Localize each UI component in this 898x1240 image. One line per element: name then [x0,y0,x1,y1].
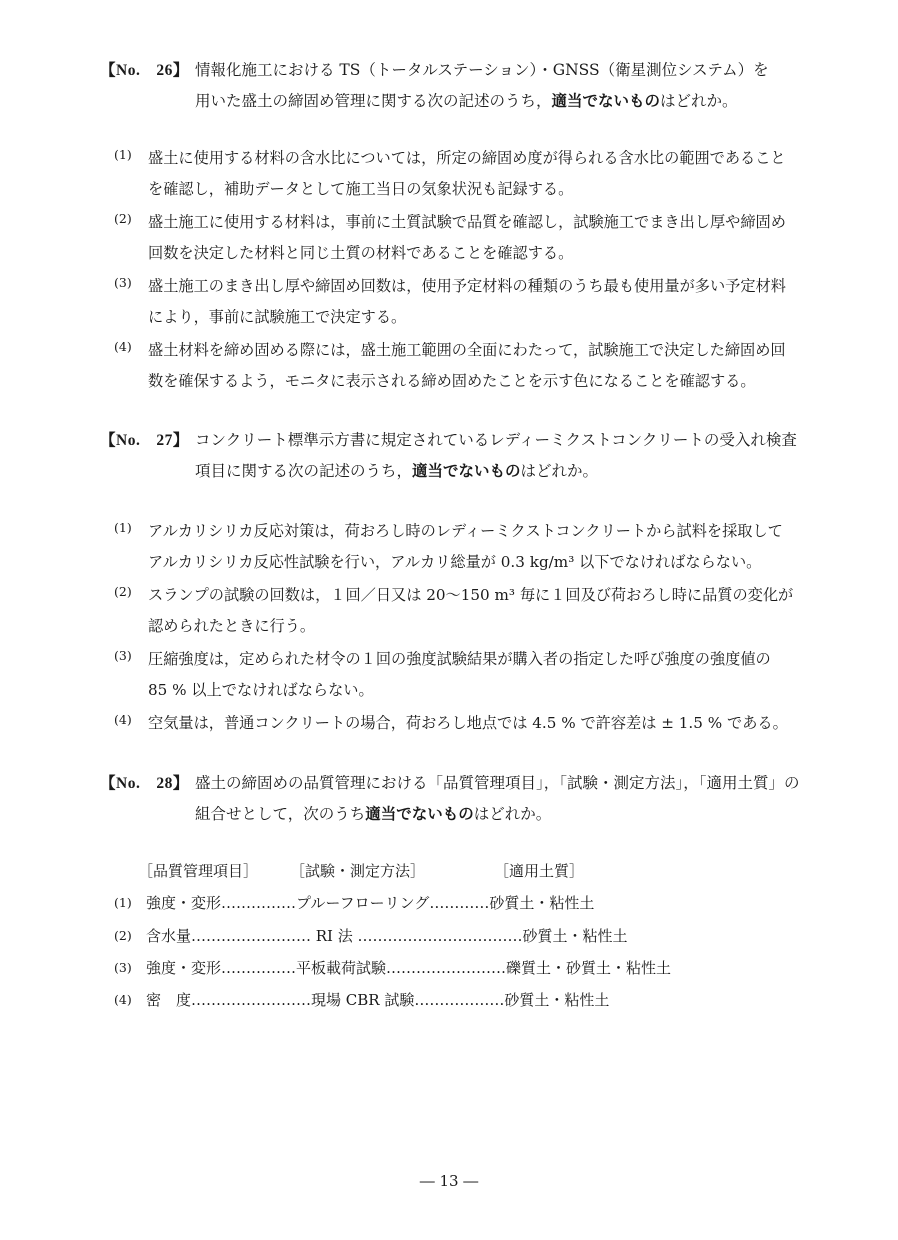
emphasis: 適当でないもの [551,92,661,110]
text: はどれか。 [473,805,552,823]
emphasis: 適当でないもの [365,805,474,823]
option-number: (3) [114,960,132,975]
option-number: (4) [114,712,132,727]
table-row: 含水量…………………… RI 法 ……………………………砂質土・粘性土 [146,927,628,945]
option-number: (2) [114,928,132,943]
option-text-line: を確認し，補助データとして施工当日の気象状況も記録する。 [148,180,574,198]
option-text-line: 盛土施工のまき出し厚や締固め回数は，使用予定材料の種類のうち最も使用量が多い予定材料 [148,277,786,295]
option-text-line: 盛土に使用する材料の含水比については，所定の締固め度が得られる含水比の範囲であること [148,149,786,167]
table-header-soil: ［適用土質］ [494,862,585,880]
text: はどれか。 [660,92,738,110]
option-text-line: により，事前に試験施工で決定する。 [148,308,407,326]
table-row: 密 度……………………現場 CBR 試験………………砂質土・粘性土 [146,991,610,1009]
option-number: (2) [114,211,132,226]
option-text-line: 盛土施工に使用する材料は，事前に土質試験で品質を確認し，試験施工でまき出し厚や締固め [148,213,786,231]
question-line: 情報化施工における TS（トータルステーション）・GNSS（衛星測位システム）を [195,61,769,79]
emphasis: 適当でないもの [412,462,521,480]
option-number: (3) [114,648,132,663]
question-text [195,425,805,487]
option-text-line: 回数を決定した材料と同じ土質の材料であることを確認する。 [148,244,574,262]
table-header-method: ［試験・測定方法］ [290,862,426,880]
question-number: 【No. 27】 [100,432,189,449]
page-number: ― 13 ― [419,1172,479,1190]
question-number: 【No. 28】 [100,775,189,792]
option-text-line: 圧縮強度は，定められた材令の１回の強度試験結果が購入者の指定した呼び強度の強度値の [148,650,771,668]
question-line [195,456,805,487]
option-text-line: アルカリシリカ反応対策は，荷おろし時のレディーミクストコンクリートから試料を採取して [148,522,783,540]
option-text-line: 空気量は，普通コンクリートの場合，荷おろし地点では 4.5 % で許容差は ± 1.5 % である。 [148,714,788,732]
text: はどれか。 [520,462,599,480]
option-text-line: スランプの試験の回数は，１回／日又は 20〜150 m³ 毎に１回及び荷おろし時に品質の変化が [148,586,794,604]
question-line: 盛土の締固めの品質管理における「品質管理項目」，「試験・測定方法」，「適用土質」の [195,774,800,792]
table-row: 強度・変形……………プルーフローリング…………砂質土・粘性土 [146,894,595,912]
option-text-line: アルカリシリカ反応性試験を行い，アルカリ総量が 0.3 kg/m³ 以下でなければならない。 [148,553,762,571]
text: 項目に関する次の記述のうち， [195,462,413,480]
table-row: 強度・変形……………平板載荷試験……………………礫質土・砂質土・粘性土 [146,959,672,977]
question-line [195,799,805,830]
question-number: 【No. 26】 [100,62,189,79]
question-line [195,86,805,117]
option-number: (3) [114,275,132,290]
text: 組合せとして，次のうち [195,805,366,823]
table-header-item: ［品質管理項目］ [138,862,259,880]
question-text [195,768,805,830]
option-number: (2) [114,584,132,599]
option-number: (1) [114,895,132,910]
option-number: (1) [114,520,132,535]
option-number: (4) [114,339,132,354]
text: 用いた盛土の締固め管理に関する次の記述のうち， [195,92,552,110]
question-line: コンクリート標準示方書に規定されているレディーミクストコンクリートの受入れ検査 [195,431,797,449]
option-text-line: 盛土材料を締め固める際には，盛土施工範囲の全面にわたって，試験施工で決定した締固め回 [148,341,786,359]
option-text-line: 認められたときに行う。 [148,617,316,635]
option-number: (1) [114,147,132,162]
option-text-line: 85 % 以上でなければならない。 [148,681,374,699]
option-number: (4) [114,992,132,1007]
question-text [195,55,805,117]
option-text-line: 数を確保するよう，モニタに表示される締め固めたことを示す色になることを確認する。 [148,372,756,390]
